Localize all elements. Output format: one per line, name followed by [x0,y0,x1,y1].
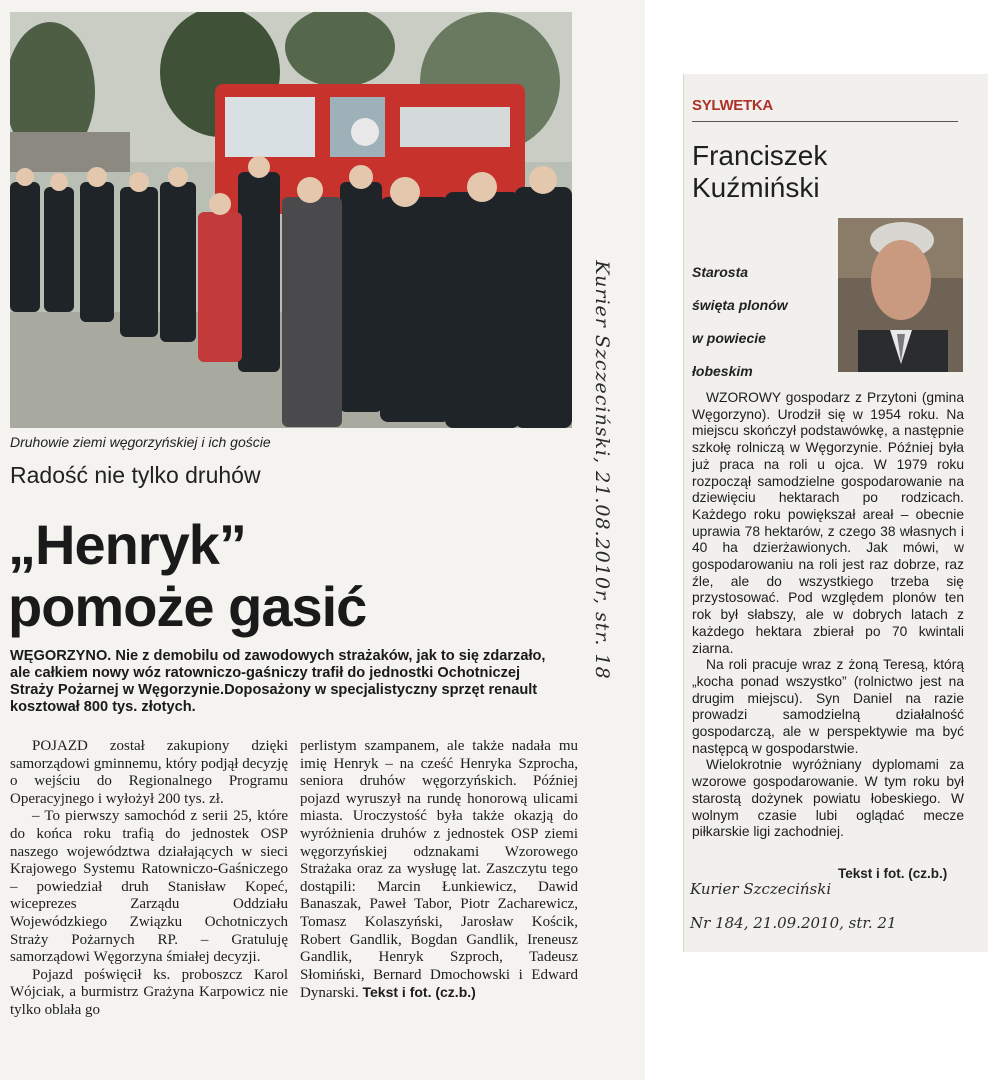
lead-text: Nie z demobilu od zawodowych strażaków, jak to się zdarzało, ale całkiem nowy wóz ratowniczo-gaśniczy trafił do jednostki Ochotniczej Straży Pożarnej w Węgorzynie.Doposażony w specjalistyczny sprzęt renault kosztował 800 tys. złotych. [10,648,546,715]
section-divider [692,121,958,122]
section-tag: SYLWETKA [692,97,773,114]
role-line: łobeskim [692,363,753,379]
article-lead [10,648,565,716]
handwritten-line: Nr 184, 21.09.2010, str. 21 [690,914,897,932]
article-kicker: Radość nie tylko druhów [10,462,261,488]
handwritten-source-note-bottom [690,872,970,940]
headline-line-2: pomoże gasić [8,575,367,638]
paragraph: POJAZD został zakupiony dzięki samorządowi gminnemu, który podjął decyzję o wejściu do Regionalnego Programu Operacyjnego i wyłożył 200 tys. zł. [10,738,288,807]
article-headline [8,514,366,638]
role-line: w powiecie [692,330,766,346]
role-line: Starosta [692,264,749,280]
article-signature: Tekst i fot. (cz.b.) [362,984,476,1001]
portrait-photo [838,218,963,372]
role-line: święta plonów [692,297,788,313]
handwritten-source-note [582,240,622,700]
handwritten-line: Kurier Szczeciński [690,880,832,898]
article-column-1 [10,738,288,1020]
firefighters-photo [10,12,572,428]
lead-place: WĘGORZYNO. [10,648,112,664]
paragraph: WZOROWY gospodarz z Przytoni (gmina Węgorzyno). Urodził się w 1954 roku. Na miejscu skończył podstawówkę, a następnie szkołę rolniczą w Węgorzynie. Później była już praca na roli u ojca. W 1979 roku rozpoczął samodzielne gospodarowanie na dziewięciu hektarach po rodzicach. Każdego roku powiększał areał – obecnie uprawia 78 hektarów, z czego 38 własnych i 40 ha dzierżawionych. Jak mówi, w gospodarowaniu na roli jest raz dobrze, raz źle, ale do wszystkiego trzeba się przystosować. Pod względem plonów ten rok był słabszy, ale w dobrych latach z każdego hektara zbierał po 70 kwintali ziarna. [692,390,964,656]
article-column-2 [300,738,578,1003]
person-role [692,256,788,388]
name-line-1: Franciszek [692,140,828,171]
biography-signature: Tekst i fot. (cz.b.) [838,866,948,881]
biography-text [692,390,964,841]
paragraph [300,738,578,1003]
photo-caption: Druhowie ziemi węgorzyńskiej i ich goście [10,434,271,450]
name-line-2: Kuźmiński [692,172,820,203]
paragraph: Na roli pracuje wraz z żoną Teresą, którą „kocha ponad wszystko” (rolnictwo jest na drugim miejscu). Syn Daniel na razie prowadzi samodzielną działalność gospodarczą, ale w perspektywie ma być następcą w gospodarstwie. [692,657,964,756]
handwritten-source-text: Kurier Szczeciński, 21.08.2010r, str. 18 [591,260,613,680]
headline-line-1: „Henryk” [8,513,246,576]
person-name [692,140,827,204]
paragraph: Pojazd poświęcił ks. proboszcz Karol Wójciak, a burmistrz Grażyna Karpowicz nie tylko oblała go [10,966,288,1018]
paragraph: – To pierwszy samochód z serii 25, które do końca roku trafią do jednostek OSP naszego województwa działających w sieci Krajowego Systemu Ratowniczo-Gaśniczego – powiedział druh Stanisław Kopeć, wiceprezes Zarządu Oddziału Wojewódzkiego Związku Ochotniczych Straży Pożarnych RP. – Gratuluję samorządowi Węgorzyna śmiałej decyzji. [10,808,288,966]
paragraph: Wielokrotnie wyróżniany dyplomami za wzorowe gospodarowanie. W tym roku był starostą dożynek powiatu łobeskiego. W wolnym czasie lubi oglądać mecze piłkarskie ligi zachodniej. [692,757,964,840]
paragraph-text: perlistym szampanem, ale także nadała mu imię Henryk – na cześć Henryka Szprocha, seniora druhów węgorzyńskich. Później pojazd wyruszył na rundę honorową ulicami miasta. Uroczystość była także okazją do wyróżnienia druhów z jednostek OSP ziemi węgorzyńskiej odznakami Wzorowego Strażaka oraz za wysługę lat. Zaszczytu tego dostąpili: Marcin Łunkiewicz, Dawid Banaszak, Paweł Tabor, Piotr Zacharewicz, Tomasz Kolaszyński, Jarosław Kościk, Robert Gandlik, Bogdan Gandlik, Ireneusz Gandlik, Henryk Szproch, Tadeusz Słomiński, Bernard Dmochowski i Edward Dynarski. [300,738,578,1002]
